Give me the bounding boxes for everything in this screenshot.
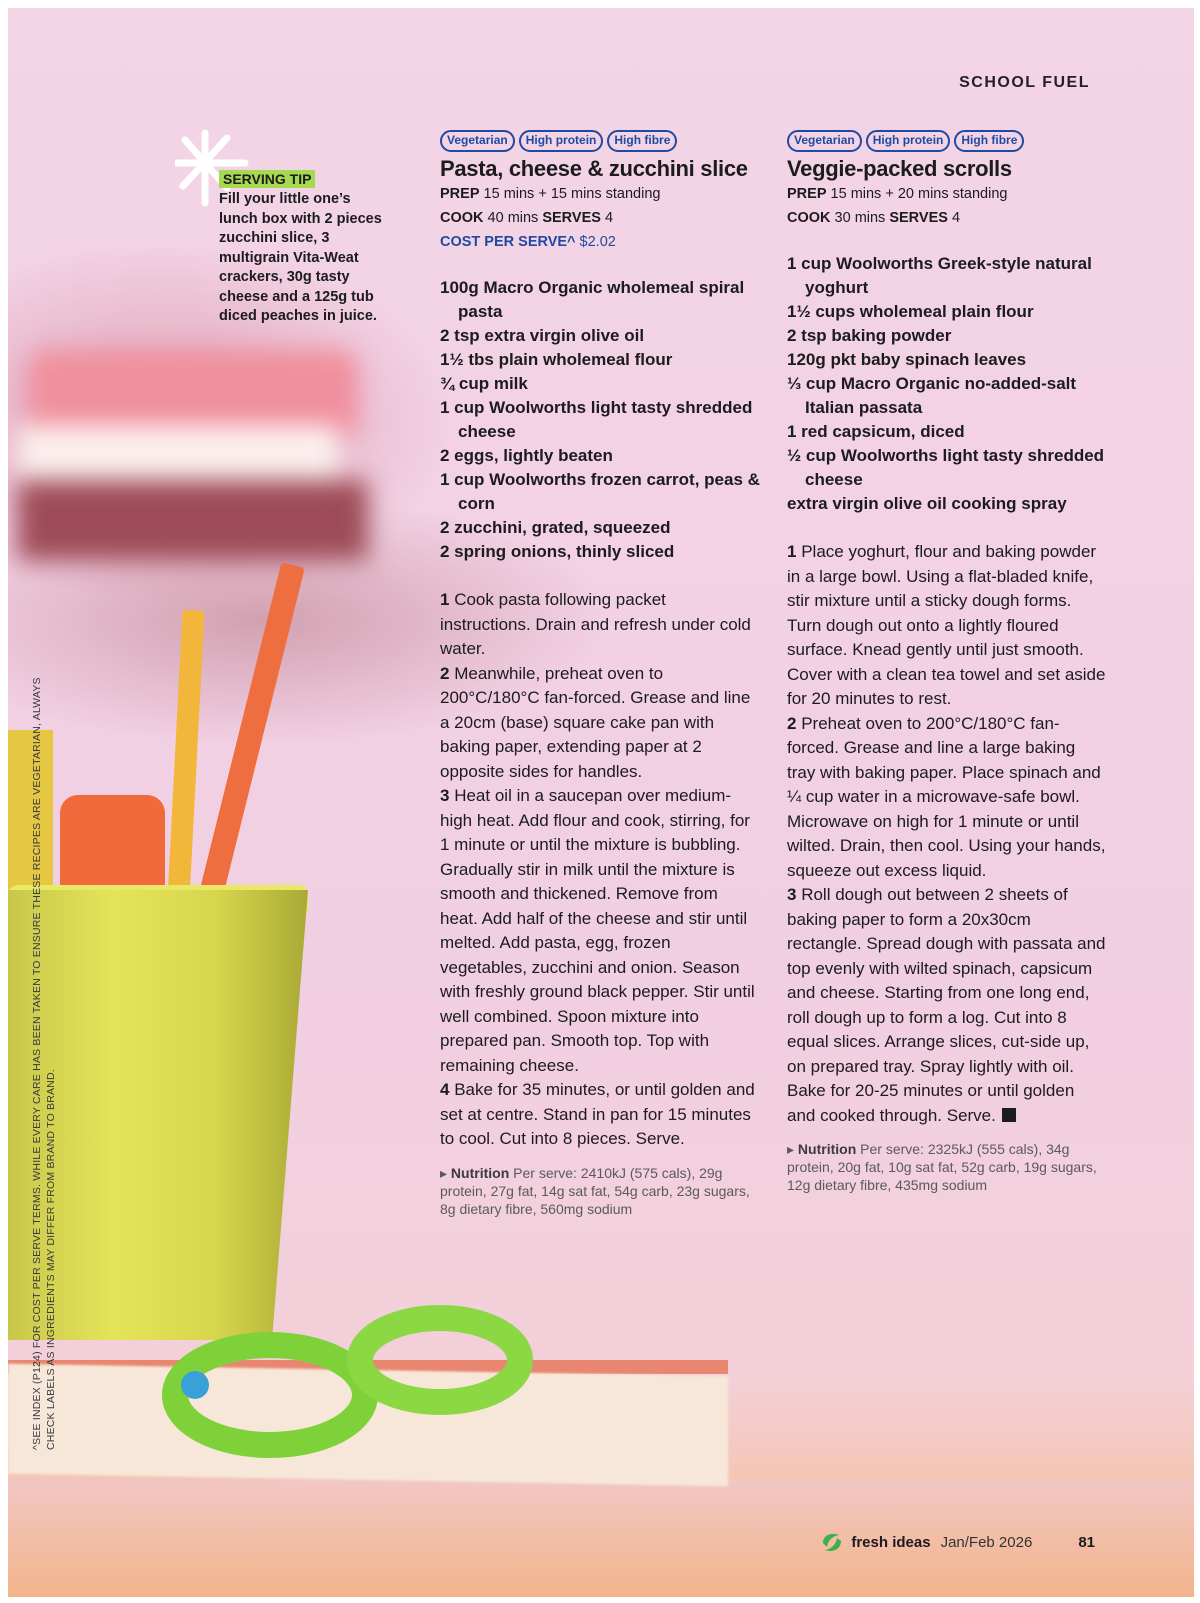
recipe-pasta-slice: [440, 130, 760, 1218]
list-item: 1 cup Woolworths light tasty shredded cheese: [440, 398, 753, 441]
woolworths-logo-icon: [819, 1529, 845, 1555]
blurred-box-photo: [8, 330, 368, 570]
recipe-title: Veggie-packed scrolls: [787, 156, 1012, 181]
method-step: 3 Roll dough out between 2 sheets of baking paper to form a 20x30cm rectangle. Spread dough with passata and top evenly with wilted spinach, capsicum and cheese. Starting from one long end, roll dough up to form a log. Cut into 8 equal slices. Arrange slices, cut-side up, on prepared tray. Spray lightly with oil. Bake for 20-25 minutes or until golden and cooked through. Serve.: [787, 885, 1106, 1125]
list-item: 1½ cups wholemeal plain flour: [787, 302, 1034, 321]
recipe-veggie-scrolls: [787, 130, 1107, 1194]
nutrition-info: ▸ Nutrition Per serve: 2325kJ (555 cals), 34g protein, 20g fat, 10g sat fat, 52g carb, 19g sugars, 12g dietary fibre, 435mg sodium: [787, 1141, 1097, 1193]
list-item: ¾ cup milk: [440, 374, 528, 393]
tag-high-protein: High protein: [866, 130, 951, 152]
method-list: [440, 588, 760, 1152]
list-item: 1½ tbs plain wholemeal flour: [440, 350, 673, 369]
recipe-meta: PREP 15 mins + 20 mins standing COOK 30 mins SERVES 4: [787, 186, 1008, 226]
tag-high-fibre: High fibre: [954, 130, 1024, 152]
method-list: [787, 540, 1107, 1128]
cost-per-serve: COST PER SERVE^ $2.02: [440, 234, 616, 250]
tag-vegetarian: Vegetarian: [440, 130, 515, 152]
method-step: 2 Preheat oven to 200°C/180°C fan-forced. Grease and line a large baking tray with baking paper. Place spinach and ¼ cup water in a microwave-safe bowl. Microwave on high for 1 minute or until wilted. Drain, then cool. Using your hands, squeeze out excess liquid.: [787, 713, 1106, 880]
pencil-photo: [167, 610, 204, 901]
diet-tags: [440, 130, 760, 152]
pencil-photo: [199, 562, 305, 898]
list-item: 2 zucchini, grated, squeezed: [440, 518, 671, 537]
cost-disclaimer: ^SEE INDEX (P124) FOR COST PER SERVE TERMS. WHILE EVERY CARE HAS BEEN TAKEN TO ENSURE THESE RECIPES ARE VEGETARIAN, ALWAYS CHECK LABELS AS INGREDIENTS MAY DIFFER FROM BRAND TO BRAND.: [31, 677, 57, 1450]
serving-tip-title: SERVING TIP: [219, 170, 315, 188]
list-item: 2 tsp extra virgin olive oil: [440, 326, 645, 345]
list-item: 2 eggs, lightly beaten: [440, 446, 613, 465]
section-label: SCHOOL FUEL: [959, 74, 1090, 91]
page-footer: [819, 1529, 1095, 1555]
nutrition-info: ▸ Nutrition Per serve: 2410kJ (575 cals), 29g protein, 27g fat, 14g sat fat, 54g carb, 23g sugars, 8g dietary fibre, 560mg sodium: [440, 1164, 750, 1217]
serving-tip-body: Fill your little one’s lunch box with 2 pieces zucchini slice, 3 multigrain Vita-Weat crackers, 30g tasty cheese and a 125g tub diced peaches in juice.: [219, 191, 382, 324]
ingredient-list: [440, 276, 760, 564]
list-item: ½ cup Woolworths light tasty shredded cheese: [787, 446, 1105, 489]
issue-date: Jan/Feb 2026: [940, 1533, 1033, 1551]
list-item: 2 spring onions, thinly sliced: [440, 542, 675, 561]
method-step: 1 Place yoghurt, flour and baking powder in a large bowl. Using a flat-bladed knife, stir mixture until a sticky dough forms. Turn dough out onto a lightly floured surface. Knead gently until just smooth. Cover with a clean tea towel and set aside for 20 minutes to rest.: [787, 542, 1106, 708]
page-number: 81: [1078, 1533, 1095, 1551]
tag-high-fibre: High fibre: [607, 130, 677, 152]
scissors-icon: [150, 1290, 550, 1460]
list-item: 2 tsp baking powder: [787, 326, 952, 345]
list-item: extra virgin olive oil cooking spray: [787, 494, 1067, 513]
method-step: 1 Cook pasta following packet instructions. Drain and refresh under cold water.: [440, 590, 751, 658]
tag-vegetarian: Vegetarian: [787, 130, 862, 152]
end-mark-icon: [1002, 1108, 1016, 1122]
ingredient-list: [787, 252, 1107, 516]
list-item: 1 cup Woolworths frozen carrot, peas & corn: [440, 470, 760, 513]
serving-tip: [219, 170, 389, 327]
list-item: 120g pkt baby spinach leaves: [787, 350, 1027, 369]
brand-name: fresh ideas: [851, 1533, 931, 1551]
method-step: 4 Bake for 35 minutes, or until golden and set at centre. Stand in pan for 15 minutes to cool. Cut into 8 pieces. Serve.: [440, 1080, 755, 1148]
list-item: 1 cup Woolworths Greek-style natural yoghurt: [787, 254, 1092, 297]
list-item: ⅓ cup Macro Organic no-added-salt Italian passata: [787, 374, 1077, 417]
diet-tags: [787, 130, 1107, 152]
marker-photo: [60, 795, 165, 895]
recipe-meta: PREP 15 mins + 15 mins standing COOK 40 mins SERVES 4 COST PER SERVE^ $2.02: [440, 182, 760, 254]
list-item: 100g Macro Organic wholemeal spiral pasta: [440, 278, 745, 321]
method-step: 2 Meanwhile, preheat oven to 200°C/180°C fan-forced. Grease and line a 20cm (base) square cake pan with baking paper, extending paper at 2 opposite sides for handles.: [440, 663, 751, 781]
tag-high-protein: High protein: [519, 130, 604, 152]
method-step: 3 Heat oil in a saucepan over medium-high heat. Add flour and cook, stirring, for 1 minute or until the mixture is bubbling. Gradually stir in milk until the mixture is smooth and thickened. Remove from heat. Add half of the cheese and stir until melted. Add pasta, egg, frozen vegetables, zucchini and onion. Season with freshly ground black pepper. Stir until well combined. Spoon mixture into prepared pan. Smooth top. Top with remaining cheese.: [440, 786, 755, 1075]
recipe-title: Pasta, cheese & zucchini slice: [440, 156, 748, 181]
list-item: 1 red capsicum, diced: [787, 422, 965, 441]
